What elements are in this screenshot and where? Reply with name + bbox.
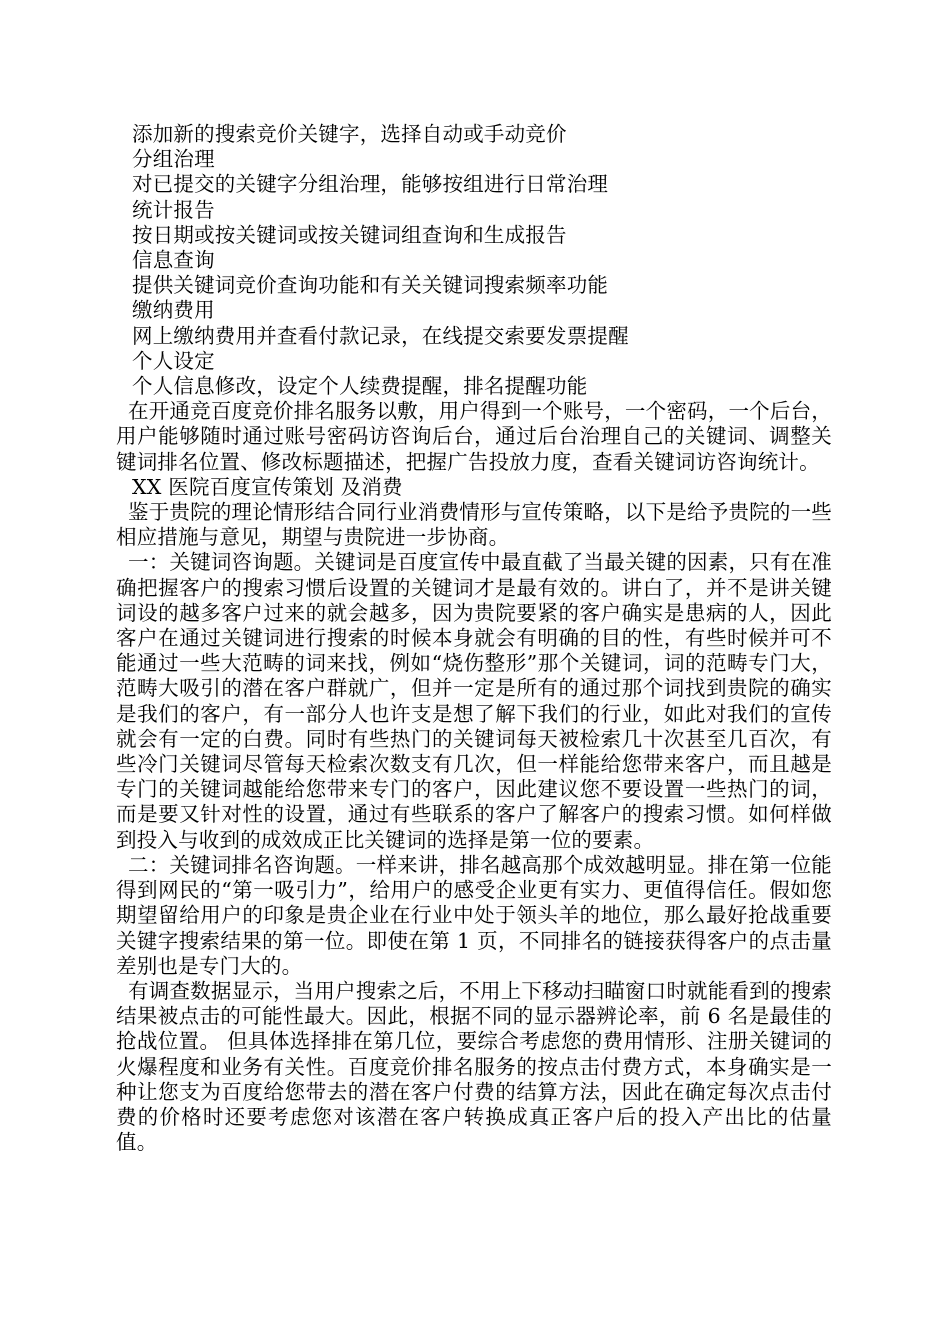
feature-line: 个人信息修改，设定个人续费提醒，排名提醒功能 (132, 374, 588, 399)
section-title: XX 医院百度宣传策划 及消费 (132, 474, 403, 499)
feature-line: 添加新的搜索竞价关键字，选择自动或手动竞价 (132, 122, 567, 146)
feature-heading: 信息查询 (132, 248, 215, 273)
feature-heading: 统计报告 (132, 197, 215, 222)
body-paragraph: 鉴于贵院的理论情形结合同行业消费情形与宣传策略，以下是给予贵院的一些相应措施与意见，期望与贵院进一步协商。 (116, 500, 832, 550)
feature-line: 网上缴纳费用并查看付款记录，在线提交索要发票提醒 (132, 323, 629, 348)
body-paragraph: 有调查数据显示，当用户搜索之后，不用上下移动扫瞄窗口时就能看到的搜索结果被点击的可能性最大。因此，根据不同的显示器辨论率，前 6 名是最佳的抢战位置。 但具体选择排在第几位，要综合考虑您的费用情形、注册关键词的火爆程度和业务有关性。百度竞价排名服务的按点击付费方式，本身确实是一种让您支为百度给您带去的潜在客户付费的结算方法，因此在确定每次点击付费的价格时还要考虑您对该潜在客户转换成真正客户后的投入产出比的估量值。 (116, 978, 832, 1155)
feature-line: 按日期或按关键词或按关键词组查询和生成报告 (132, 222, 567, 247)
body-paragraph: 二：关键词排名咨询题。一样来讲，排名越高那个成效越明显。排在第一位能得到网民的“第一吸引力”，给用户的感受企业更有实力、更值得信任。假如您期望留给用户的印象是贵企业在行业中处于领头羊的地位，那么最好抢战重要关键字搜索结果的第一位。即使在第 1 页，不同排名的链接获得客户的点击量差别也是专门大的。 (116, 852, 832, 978)
document-body (116, 122, 832, 1155)
feature-heading: 分组治理 (132, 147, 215, 172)
feature-heading: 缴纳费用 (132, 298, 215, 323)
intro-paragraph: 在开通竞百度竞价排名服务以敷，用户得到一个账号，一个密码，一个后台，用户能够随时通过账号密码访咨询后台，通过后台治理自己的关键词、调整关键词排名位置、修改标题描述，把握广告投放力度，查看关键词访咨询统计。 (116, 399, 832, 474)
feature-line: 对已提交的关键字分组治理，能够按组进行日常治理 (132, 172, 609, 197)
body-paragraph: 一：关键词咨询题。关键词是百度宣传中最直截了当最关键的因素，只有在准确把握客户的搜索习惯后设置的关键词才是最有效的。讲白了，并不是讲关键词设的越多客户过来的就会越多，因为贵院要紧的客户确实是患病的人，因此客户在通过关键词进行搜索的时候本身就会有明确的目的性，有些时候并可不能通过一些大范畴的词来找，例如“烧伤整形”那个关键词，词的范畴专门大，范畴大吸引的潜在客户群就广，但并一定是所有的通过那个词找到贵院的确实是我们的客户，有一部分人也许支是想了解下我们的行业，如此对我们的宣传就会有一定的白费。同时有些热门的关键词每天被检索几十次甚至几百次，有些冷门关键词尽管每天检索次数支有几次，但一样能给您带来客户，而且越是专门的关键词越能给您带来专门的客户，因此建议您不要设置一些热门的词，而是要又针对性的设置，通过有些联系的客户了解客户的搜索习惯。如何样做到投入与收到的成效成正比关键词的选择是第一位的要素。 (116, 550, 832, 852)
feature-heading: 个人设定 (132, 348, 215, 373)
feature-line: 提供关键词竞价查询功能和有关关键词搜索频率功能 (132, 273, 609, 298)
